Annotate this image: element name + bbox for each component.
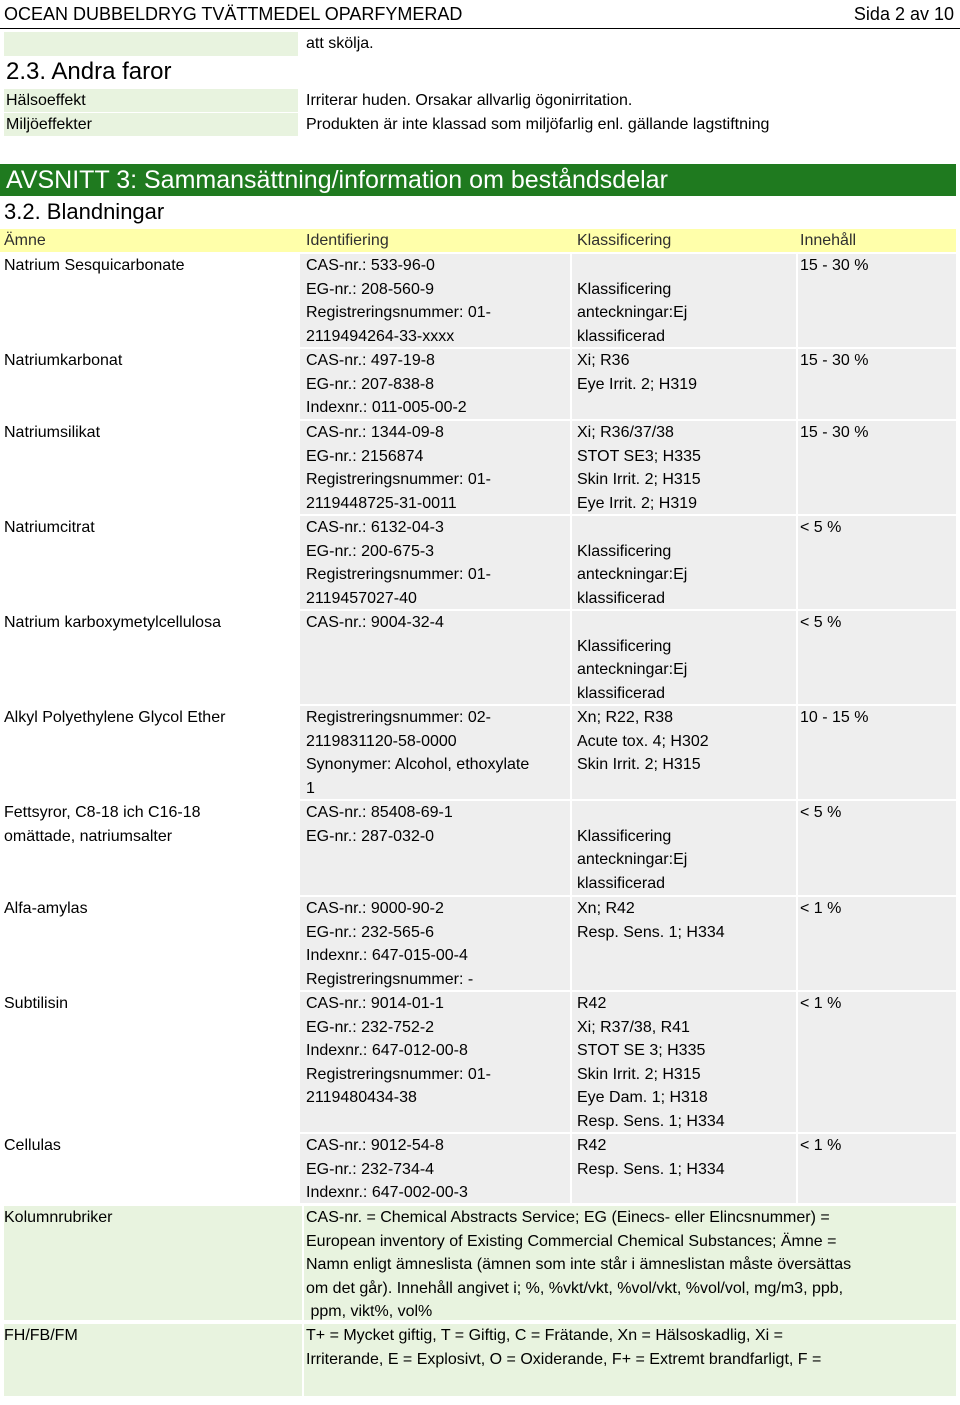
content-amount-line: 15 - 30 % (800, 352, 869, 369)
content-amount-line: < 1 % (800, 900, 842, 917)
classification (572, 897, 796, 990)
identification-line: EG-nr.: 208-560-9 (306, 280, 435, 298)
identification-line: Registreringsnummer: 01- (306, 304, 491, 321)
section-3-title: AVSNITT 3: Sammansättning/information om beståndsdelar (6, 166, 668, 194)
substance-name-line: Subtilisin (4, 995, 69, 1012)
identification (300, 992, 570, 1132)
identification (300, 421, 570, 514)
classification-line (577, 801, 796, 825)
classification-line: Skin Irrit. 2; H315 (577, 1065, 701, 1083)
substance-name (4, 349, 298, 419)
content-amount-line: 10 - 15 % (800, 709, 869, 726)
content-amount (798, 1134, 956, 1203)
identification-line: EG-nr.: 207-838-8 (306, 375, 435, 393)
classification-line: Eye Irrit. 2; H319 (577, 494, 698, 512)
classification-line: Klassificering (577, 542, 672, 560)
identification-line: CAS-nr.: 85408-69-1 (306, 804, 453, 821)
identification-line: 1 (306, 779, 315, 797)
classification-line: anteckningar:Ej (577, 304, 688, 321)
identification-line: 2119457027-40 (306, 589, 417, 607)
identification-line: Registreringsnummer: 02- (306, 709, 491, 726)
content-amount (798, 254, 956, 347)
classification (572, 611, 796, 704)
substance-name-line: Cellulas (4, 1137, 61, 1154)
classification-line: Resp. Sens. 1; H334 (577, 923, 725, 941)
section-3-2-title: 3.2. Blandningar (4, 199, 165, 224)
classification-line: Skin Irrit. 2; H315 (577, 756, 701, 773)
identification-line: CAS-nr.: 1344-09-8 (306, 424, 444, 441)
classification-line: Xn; R42 (577, 900, 635, 917)
identification-line: CAS-nr.: 9004-32-4 (306, 614, 444, 631)
health-effect-label: Hälsoeffekt (4, 89, 298, 112)
page-header (0, 0, 960, 29)
identification (300, 801, 570, 895)
substance-name-line: Natrium karboxymetylcellulosa (4, 614, 221, 631)
substance-name-line: Natriumsilikat (4, 424, 101, 441)
health-effect-value: Irriterar huden. Orsakar allvarlig ögonirritation. (306, 92, 633, 109)
identification (300, 254, 570, 347)
identification-line: Synonymer: Alcohol, ethoxylate (306, 756, 530, 773)
substance-name (4, 801, 298, 895)
classification-line: klassificerad (577, 874, 666, 892)
identification-line: CAS-nr.: 9012-54-8 (306, 1137, 444, 1154)
substance-name-line: Fettsyror, C8-18 ich C16-18 (4, 804, 201, 821)
classification-line: R42 (577, 1137, 607, 1154)
content-amount (798, 897, 956, 990)
footnote-line: om det går). Innehåll angivet i; %, %vkt/vkt, %vol/vkt, %vol/vol, mg/m3, ppb, (306, 1279, 844, 1297)
footnote-label: Kolumnrubriker (4, 1206, 302, 1320)
header-classification: Klassificering (577, 232, 672, 249)
classification-line: Skin Irrit. 2; H315 (577, 471, 701, 488)
identification (300, 706, 570, 799)
classification (572, 254, 796, 347)
identification-line: EG-nr.: 232-752-2 (306, 1018, 435, 1036)
footnote-text (304, 1206, 956, 1320)
continued-label-cell (4, 32, 298, 56)
substance-name (4, 1134, 298, 1203)
identification-line: EG-nr.: 2156874 (306, 447, 424, 465)
identification-line: Indexnr.: 011-005-00-2 (306, 399, 467, 416)
identification-line: CAS-nr.: 533-96-0 (306, 257, 435, 274)
identification-line: CAS-nr.: 9014-01-1 (306, 995, 444, 1012)
classification-line: Klassificering (577, 280, 672, 298)
identification-line: EG-nr.: 287-032-0 (306, 827, 435, 845)
classification (572, 801, 796, 895)
footnote-line: CAS-nr. = Chemical Abstracts Service; EG (Einecs- eller Elincsnummer) = (306, 1209, 830, 1226)
content-amount-line: 15 - 30 % (800, 424, 869, 441)
classification-line: klassificerad (577, 684, 666, 702)
substance-name-line: Alkyl Polyethylene Glycol Ether (4, 709, 226, 726)
classification-line: klassificerad (577, 327, 666, 345)
header-identification: Identifiering (306, 232, 389, 249)
table-header (0, 229, 956, 252)
content-amount-line: 15 - 30 % (800, 257, 869, 274)
identification-line: CAS-nr.: 9000-90-2 (306, 900, 444, 917)
classification (572, 992, 796, 1132)
classification-line (577, 611, 796, 635)
classification-line: Xi; R36/37/38 (577, 424, 674, 441)
classification-line (577, 254, 796, 278)
classification-line: Klassificering (577, 637, 672, 655)
classification-line: Resp. Sens. 1; H334 (577, 1160, 725, 1178)
classification-line: Eye Dam. 1; H318 (577, 1089, 708, 1106)
content-amount (798, 516, 956, 609)
identification-line: Registreringsnummer: 01- (306, 566, 491, 583)
substance-name (4, 611, 298, 704)
content-amount-line: < 1 % (800, 995, 842, 1012)
content-amount-line: < 5 % (800, 804, 842, 821)
classification-line: STOT SE3; H335 (577, 447, 701, 465)
identification-line: EG-nr.: 232-565-6 (306, 923, 435, 941)
classification-line: Klassificering (577, 827, 672, 845)
identification-line: Indexnr.: 647-012-00-8 (306, 1042, 468, 1059)
classification-line: anteckningar:Ej (577, 661, 688, 678)
classification-line: Xi; R37/38, R41 (577, 1018, 690, 1036)
content-amount (798, 992, 956, 1132)
content-amount (798, 349, 956, 419)
substance-name (4, 421, 298, 514)
identification-line: CAS-nr.: 6132-04-3 (306, 519, 444, 536)
classification-line: anteckningar:Ej (577, 566, 688, 583)
classification-line: Xn; R22, R38 (577, 709, 674, 726)
identification-line: Registreringsnummer: 01- (306, 1065, 491, 1083)
section-3-banner (0, 164, 956, 196)
classification-line: Xi; R36 (577, 352, 630, 369)
classification (572, 349, 796, 419)
substance-name-line: omättade, natriumsalter (4, 827, 173, 845)
identification-line: Indexnr.: 647-002-00-3 (306, 1184, 468, 1201)
footnote-text (304, 1324, 956, 1396)
identification-line: CAS-nr.: 497-19-8 (306, 352, 435, 369)
identification-line: 2119480434-38 (306, 1089, 417, 1106)
header-substance: Ämne (4, 232, 46, 249)
classification-line: anteckningar:Ej (577, 851, 688, 868)
environment-effect-label: Miljöeffekter (4, 113, 298, 136)
classification (572, 516, 796, 609)
footnote-line: ppm, vikt%, vol% (306, 1303, 433, 1320)
identification-line: Indexnr.: 647-015-00-4 (306, 947, 468, 964)
identification-line: 2119831120-58-0000 (306, 732, 457, 750)
identification-line: Registreringsnummer: 01- (306, 471, 491, 488)
content-amount-line: < 5 % (800, 614, 842, 631)
classification-line: klassificerad (577, 589, 666, 607)
classification-line (577, 516, 796, 540)
section-2-3-title: 2.3. Andra faror (6, 58, 172, 85)
substance-name-line: Natriumcitrat (4, 519, 95, 536)
classification-line: STOT SE 3; H335 (577, 1042, 706, 1059)
substance-name (4, 897, 298, 990)
classification-line: Resp. Sens. 1; H334 (577, 1112, 725, 1130)
classification (572, 706, 796, 799)
substance-name-line: Natrium Sesquicarbonate (4, 257, 185, 274)
substance-name-line: Alfa-amylas (4, 900, 88, 917)
identification (300, 1134, 570, 1203)
identification (300, 516, 570, 609)
environment-effect-value: Produkten är inte klassad som miljöfarlig enl. gällande lagstiftning (306, 116, 770, 133)
footnote-line: T+ = Mycket giftig, T = Giftig, C = Frätande, Xn = Hälsoskadlig, Xi = (306, 1327, 783, 1344)
footnote-line: European inventory of Existing Commercial Chemical Substances; Ämne = (306, 1232, 837, 1250)
classification-line: Acute tox. 4; H302 (577, 732, 709, 750)
substance-name (4, 706, 298, 799)
content-amount (798, 421, 956, 514)
continued-value: att skölja. (306, 35, 374, 52)
content-amount (798, 706, 956, 799)
substance-name (4, 992, 298, 1132)
identification-line: EG-nr.: 232-734-4 (306, 1160, 435, 1178)
footnote-line: Namn enligt ämneslista (ämnen som inte står i ämneslistan måste översättas (306, 1256, 852, 1273)
identification-line: 2119494264-33-xxxx (306, 327, 455, 345)
content-amount-line: < 5 % (800, 519, 842, 536)
classification-line: R42 (577, 995, 607, 1012)
page-number: Sida 2 av 10 (853, 4, 954, 24)
document-title: OCEAN DUBBELDRYG TVÄTTMEDEL OPARFYMERAD (4, 4, 463, 24)
substance-name (4, 254, 298, 347)
classification (572, 1134, 796, 1203)
substance-name-line: Natriumkarbonat (4, 352, 123, 369)
identification (300, 349, 570, 419)
substance-name (4, 516, 298, 609)
identification-line: Registreringsnummer: - (306, 970, 474, 988)
identification (300, 897, 570, 990)
identification (300, 611, 570, 704)
header-content: Innehåll (800, 232, 857, 249)
identification-line: EG-nr.: 200-675-3 (306, 542, 435, 560)
classification-line: Eye Irrit. 2; H319 (577, 375, 698, 393)
identification-line: 2119448725-31-0011 (306, 494, 457, 512)
content-amount (798, 801, 956, 895)
footnote-line: Irriterande, E = Explosivt, O = Oxiderande, F+ = Extremt brandfarligt, F = (306, 1350, 822, 1368)
content-amount-line: < 1 % (800, 1137, 842, 1154)
classification (572, 421, 796, 514)
content-amount (798, 611, 956, 704)
footnote-label: FH/FB/FM (4, 1324, 302, 1396)
